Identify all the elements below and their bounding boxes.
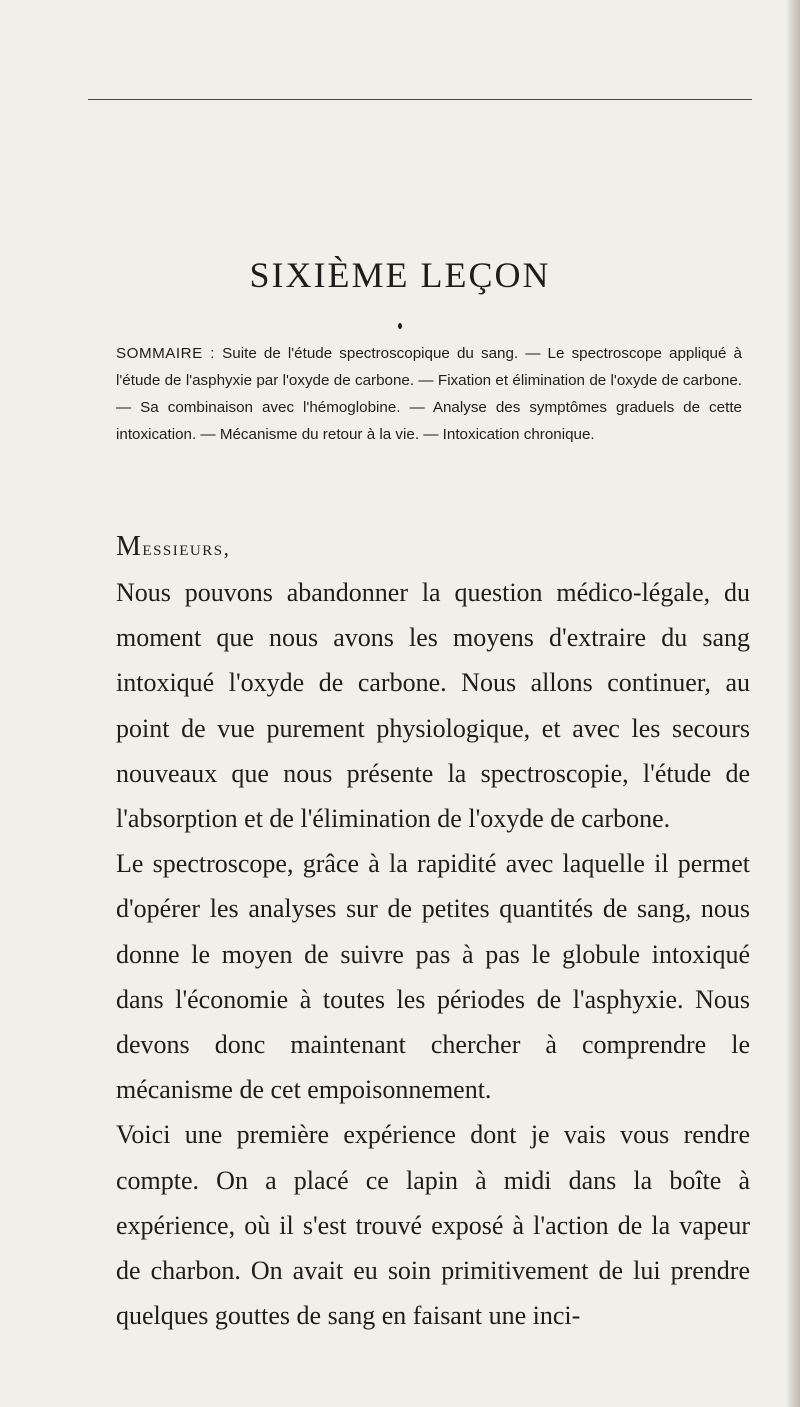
top-rule (88, 99, 752, 100)
salutation (116, 532, 230, 563)
paragraph-1: Nous pouvons abandonner la question médico-légale, du moment que nous avons les moyens d'extraire du sang intoxiqué l'oxyde de carbone. Nous allons continuer, au point de vue purement physiologique, et avec les secours nouveaux que nous présente la spectroscopie, l'étude de l'absorption et de l'élimination de l'oxyde de carbone. (116, 578, 750, 834)
salutation-rest: essieurs, (142, 536, 231, 560)
chapter-title: SIXIÈME LEÇON (249, 255, 551, 295)
body-text (116, 570, 750, 1338)
paragraph-3: Voici une première expérience dont je vais vous rendre compte. On a placé ce lapin à midi dans la boîte à expérience, où il s'est trouvé exposé à l'action de la vapeur de charbon. On avait eu soin primitivement de lui prendre quelques gouttes de sang en faisant une inci- (116, 1120, 750, 1331)
summary-label: SOMMAIRE : (116, 345, 216, 362)
summary-text: Suite de l'étude spectroscopique du sang. — Le spectroscope appliqué à l'étude de l'asphyxie par l'oxyde de carbone. — Fixation et élimination de l'oxyde de carbone. — Sa combinaison avec l'hémoglobine. — Analyse des symptômes graduels de cette intoxication. — Mécanisme du retour à la vie. — Intoxication chronique. (116, 345, 742, 443)
paragraph-2: Le spectroscope, grâce à la rapidité avec laquelle il permet d'opérer les analyses sur de petites quantités de sang, nous donne le moyen de suivre pas à pas le globule intoxiqué dans l'économie à toutes les périodes de l'asphyxie. Nous devons donc maintenant chercher à comprendre le mécanisme de cet empoisonnement. (116, 849, 750, 1105)
ornament-dot (398, 323, 402, 329)
salutation-initial: M (116, 531, 143, 562)
page-edge-shadow (786, 0, 800, 1407)
chapter-summary (116, 340, 742, 448)
